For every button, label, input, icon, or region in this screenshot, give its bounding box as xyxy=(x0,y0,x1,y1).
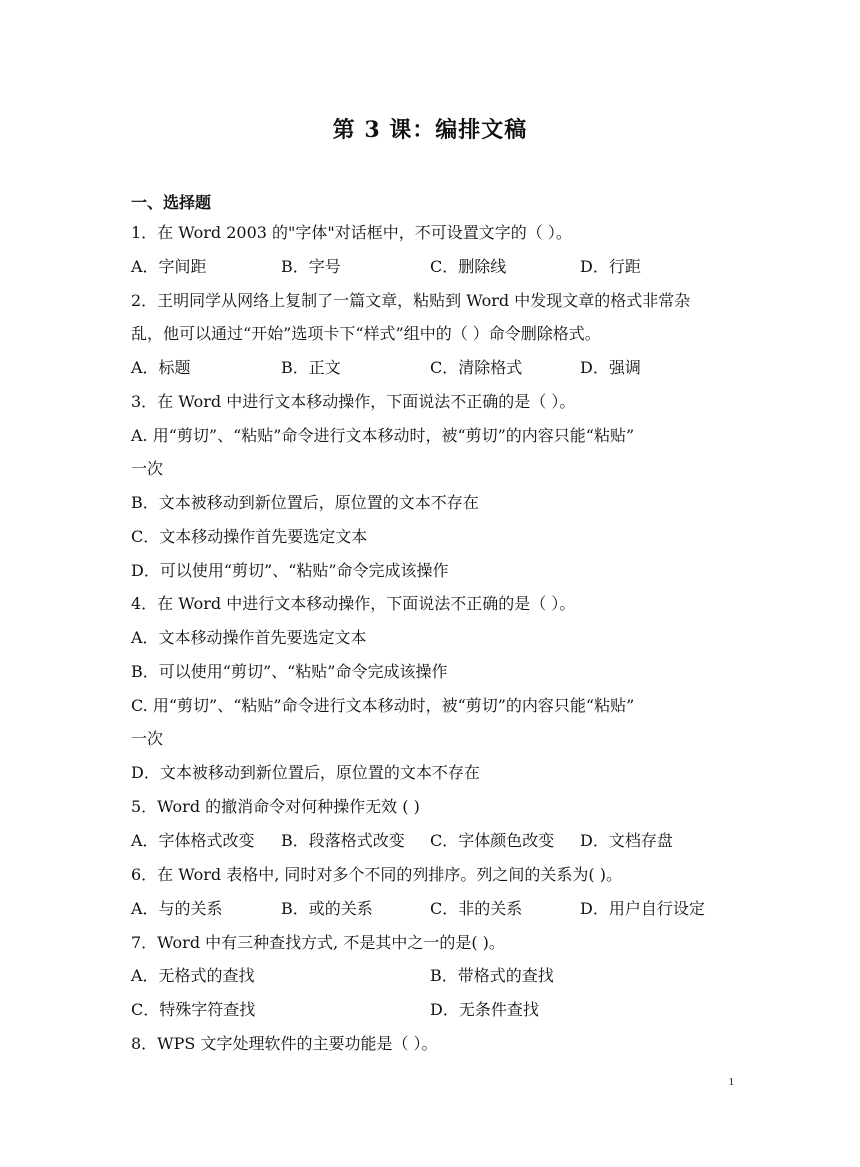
question-3: 3．在 Word 中进行文本移动操作，下面说法不正确的是（ ）。 xyxy=(131,392,576,411)
q5-option-b: B．段落格式改变 xyxy=(281,831,405,850)
q3-option-a-line-1: A. 用“剪切”、“粘贴”命令进行文本移动时，被“剪切”的内容只能“粘贴” xyxy=(131,426,635,445)
q3-option-b: B．文本被移动到新位置后，原位置的文本不存在 xyxy=(131,493,479,512)
q6-option-b: B．或的关系 xyxy=(281,899,373,918)
page-number: 1 xyxy=(728,1076,734,1088)
q5-option-a: A．字体格式改变 xyxy=(131,831,255,850)
question-1: 1．在 Word 2003 的"字体"对话框中，不可设置文字的（ ）。 xyxy=(131,223,572,242)
page-title: 第 3 课：编排文稿 xyxy=(332,117,528,143)
section-heading: 一、选择题 xyxy=(131,193,212,212)
q5-option-c: C．字体颜色改变 xyxy=(430,831,555,850)
q6-option-c: C．非的关系 xyxy=(430,899,523,918)
q3-option-a-line-2: 一次 xyxy=(131,459,164,478)
q7-option-c: C．特殊字符查找 xyxy=(131,1000,256,1019)
q7-option-b: B．带格式的查找 xyxy=(430,966,554,985)
question-4: 4．在 Word 中进行文本移动操作，下面说法不正确的是（ ）。 xyxy=(131,594,576,613)
q4-option-b: B．可以使用“剪切”、“粘贴”命令完成该操作 xyxy=(131,662,448,681)
q3-option-c: C．文本移动操作首先要选定文本 xyxy=(131,527,368,546)
q4-option-a: A．文本移动操作首先要选定文本 xyxy=(131,628,367,647)
q7-option-a: A．无格式的查找 xyxy=(131,966,255,985)
question-2-line-1: 2．王明同学从网络上复制了一篇文章，粘贴到 Word 中发现文章的格式非常杂 xyxy=(131,291,691,310)
question-5: 5．Word 的撤消命令对何种操作无效 ( ) xyxy=(131,797,420,816)
question-6: 6．在 Word 表格中, 同时对多个不同的列排序。列之间的关系为( )。 xyxy=(131,865,622,884)
q2-option-c: C．清除格式 xyxy=(430,358,523,377)
q2-option-a: A．标题 xyxy=(131,358,191,377)
q2-option-b: B．正文 xyxy=(281,358,341,377)
q6-option-d: D．用户自行设定 xyxy=(580,899,705,918)
question-7: 7．Word 中有三种查找方式, 不是其中之一的是( )。 xyxy=(131,933,505,952)
question-2-line-2: 乱，他可以通过“开始”选项卡下“样式”组中的（ ）命令删除格式。 xyxy=(131,324,601,343)
q1-option-c: C．删除线 xyxy=(430,257,507,276)
q5-option-d: D．文档存盘 xyxy=(580,831,673,850)
q1-option-a: A．字间距 xyxy=(131,257,207,276)
q4-option-c-line-1: C. 用“剪切”、“粘贴”命令进行文本移动时，被“剪切”的内容只能“粘贴” xyxy=(131,696,635,715)
q2-option-d: D．强调 xyxy=(580,358,641,377)
q3-option-d: D．可以使用“剪切”、“粘贴”命令完成该操作 xyxy=(131,561,449,580)
q4-option-d: D．文本被移动到新位置后，原位置的文本不存在 xyxy=(131,763,480,782)
q6-option-a: A．与的关系 xyxy=(131,899,223,918)
q1-option-d: D．行距 xyxy=(580,257,641,276)
question-8: 8．WPS 文字处理软件的主要功能是（ ）。 xyxy=(131,1034,438,1053)
q7-option-d: D．无条件查找 xyxy=(430,1000,539,1019)
q1-option-b: B．字号 xyxy=(281,257,341,276)
q4-option-c-line-2: 一次 xyxy=(131,729,164,748)
